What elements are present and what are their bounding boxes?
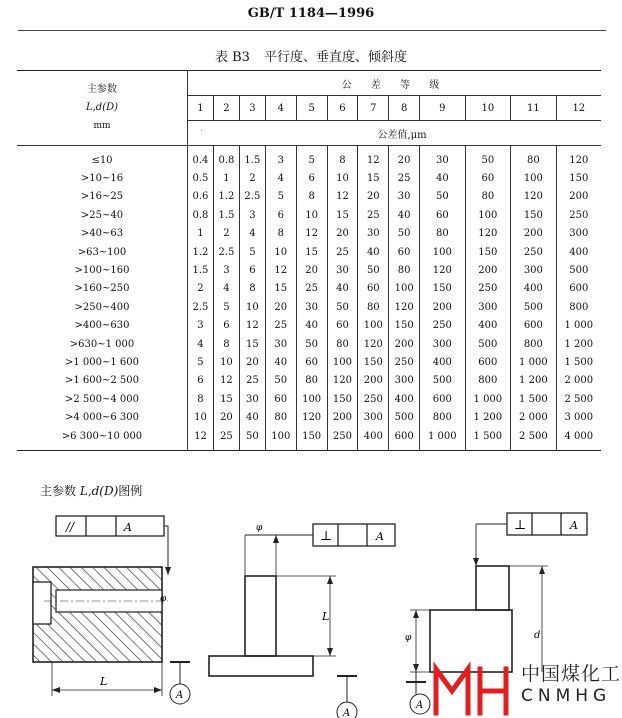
grade-header-cell: 4 bbox=[265, 96, 296, 121]
value-cell: 8 bbox=[296, 188, 327, 206]
value-cell: 1 500 bbox=[465, 427, 511, 451]
value-cell: 12 bbox=[358, 146, 389, 170]
value-cell: 3 000 bbox=[564, 412, 594, 424]
value-cell: 1 000 bbox=[564, 320, 594, 332]
value-cell: 600 bbox=[569, 283, 589, 295]
value-cell: 12 bbox=[296, 225, 327, 243]
range-cell: >630~1 000 bbox=[17, 335, 188, 353]
value-cell: 10 bbox=[188, 408, 214, 426]
value-cell: 8 bbox=[265, 225, 296, 243]
value-cell: 6 bbox=[296, 169, 327, 187]
value-cell: 120 bbox=[420, 261, 466, 279]
value-cell: 2 500 bbox=[511, 427, 557, 451]
value-cell: 10 bbox=[265, 243, 296, 261]
grade-header-cell: 10 bbox=[465, 96, 511, 121]
value-cell: 120 bbox=[511, 188, 557, 206]
value-cell: 25 bbox=[239, 372, 265, 390]
value-cell: 400 bbox=[420, 353, 466, 371]
value-cell: 4 bbox=[188, 335, 214, 353]
value-cell: 1 bbox=[188, 225, 214, 243]
value-cell: 5 bbox=[213, 298, 239, 316]
value-cell: 400 bbox=[465, 317, 511, 335]
value-cell: 4 bbox=[239, 225, 265, 243]
phi-label-2: φ bbox=[256, 523, 263, 533]
cnmhg-logo-icon bbox=[430, 655, 520, 717]
table-row bbox=[17, 372, 601, 390]
parallel-symbol: // bbox=[65, 520, 75, 534]
range-cell: >2 500~4 000 bbox=[17, 390, 188, 408]
value-cell: 600 bbox=[389, 427, 420, 451]
legend-suffix: 图例 bbox=[118, 484, 143, 498]
value-cell: 200 bbox=[327, 408, 358, 426]
value-cell: 8 bbox=[213, 335, 239, 353]
range-cell: ≤10 bbox=[17, 146, 188, 170]
value-cell: 400 bbox=[389, 390, 420, 408]
value-cell: 1.2 bbox=[213, 188, 239, 206]
value-cell: 4 bbox=[265, 169, 296, 187]
param-unit: mm bbox=[93, 121, 111, 131]
value-cell: 8 bbox=[239, 280, 265, 298]
value-cell: 15 bbox=[296, 243, 327, 261]
value-cell: 100 bbox=[358, 317, 389, 335]
value-cell: 200 bbox=[389, 335, 420, 353]
value-cell: 15 bbox=[358, 169, 389, 187]
table-row bbox=[17, 335, 601, 353]
value-cell: 1 000 bbox=[511, 353, 557, 371]
value-cell: 30 bbox=[265, 335, 296, 353]
perp-symbol-2: ⊥ bbox=[513, 518, 527, 533]
value-cell: 0.8 bbox=[213, 146, 239, 170]
value-cell: 150 bbox=[511, 206, 557, 224]
value-cell: 0.6 bbox=[188, 188, 214, 206]
value-cell: 15 bbox=[239, 335, 265, 353]
value-cell: 300 bbox=[569, 228, 589, 240]
value-cell: 150 bbox=[569, 173, 589, 185]
phi-label-3: φ bbox=[405, 633, 412, 643]
length-label-1: L bbox=[100, 675, 108, 688]
value-cell: 100 bbox=[327, 353, 358, 371]
value-cell: 3 bbox=[239, 206, 265, 224]
value-cell: 3 bbox=[213, 261, 239, 279]
value-cell: 200 bbox=[511, 225, 557, 243]
value-cell: 600 bbox=[511, 317, 557, 335]
value-cell: 10 bbox=[296, 206, 327, 224]
unit-row-dot: · bbox=[200, 125, 204, 137]
value-cell: 120 bbox=[389, 298, 420, 316]
base-plate bbox=[209, 656, 313, 676]
value-cell: 300 bbox=[511, 261, 557, 279]
grade-header-cell: 11 bbox=[511, 96, 557, 121]
param-symbol: L,d(D) bbox=[85, 102, 119, 113]
value-cell: 800 bbox=[465, 372, 511, 390]
value-cell: 1 200 bbox=[564, 338, 594, 350]
value-cell: 1 bbox=[213, 169, 239, 187]
range-cell: >25~40 bbox=[17, 206, 188, 224]
value-cell: 40 bbox=[265, 353, 296, 371]
table-row bbox=[17, 243, 601, 261]
value-cell: 8 bbox=[188, 390, 214, 408]
value-cell: 120 bbox=[358, 335, 389, 353]
value-cell: 1 500 bbox=[564, 356, 594, 368]
grade-header-cell: 9 bbox=[420, 96, 466, 121]
value-cell: 250 bbox=[389, 353, 420, 371]
value-cell: 250 bbox=[358, 390, 389, 408]
value-cell: 120 bbox=[569, 154, 589, 166]
value-cell: 30 bbox=[327, 261, 358, 279]
value-cell: 40 bbox=[420, 169, 466, 187]
value-cell: 15 bbox=[265, 280, 296, 298]
value-cell: 60 bbox=[296, 353, 327, 371]
value-cell: 12 bbox=[327, 188, 358, 206]
value-cell: 2 000 bbox=[564, 375, 594, 387]
value-cell: 25 bbox=[389, 169, 420, 187]
value-cell: 80 bbox=[358, 298, 389, 316]
legend-label: 主参数 bbox=[40, 484, 77, 498]
value-cell: 25 bbox=[358, 206, 389, 224]
value-cell: 250 bbox=[465, 280, 511, 298]
value-cell: 1 000 bbox=[465, 390, 511, 408]
value-cell: 600 bbox=[420, 390, 466, 408]
value-cell: 8 bbox=[327, 146, 358, 170]
value-cell: 20 bbox=[389, 146, 420, 170]
value-cell: 2 000 bbox=[511, 408, 557, 426]
value-cell: 20 bbox=[213, 408, 239, 426]
range-cell: >1 000~1 600 bbox=[17, 353, 188, 371]
range-cell: >63~100 bbox=[17, 243, 188, 261]
value-cell: 2 bbox=[188, 280, 214, 298]
value-cell: 1 500 bbox=[511, 390, 557, 408]
value-cell: 5 bbox=[265, 188, 296, 206]
param-header bbox=[17, 71, 188, 146]
value-cell: 50 bbox=[420, 188, 466, 206]
value-cell: 80 bbox=[511, 146, 557, 170]
figure-parallelism bbox=[33, 516, 190, 704]
value-cell: 20 bbox=[296, 261, 327, 279]
grade-header-cell: 8 bbox=[389, 96, 420, 121]
value-cell: 1 200 bbox=[511, 372, 557, 390]
value-cell: 800 bbox=[569, 301, 589, 313]
grade-header-cell: 12 bbox=[556, 96, 601, 121]
value-cell: 100 bbox=[511, 169, 557, 187]
table-row bbox=[17, 261, 601, 279]
value-cell: 500 bbox=[465, 335, 511, 353]
value-cell: 6 bbox=[188, 372, 214, 390]
value-cell: 80 bbox=[389, 261, 420, 279]
value-cell: 20 bbox=[358, 188, 389, 206]
value-cell: 1 000 bbox=[420, 427, 466, 451]
watermark-cn: 中国煤化工 bbox=[521, 663, 622, 685]
value-cell: 80 bbox=[296, 372, 327, 390]
pin bbox=[245, 576, 276, 656]
value-cell: 2 bbox=[239, 169, 265, 187]
grade-header-cell: 6 bbox=[327, 96, 358, 121]
value-cell: 80 bbox=[420, 225, 466, 243]
table-row bbox=[17, 225, 601, 243]
value-cell: 25 bbox=[327, 243, 358, 261]
value-cell: 15 bbox=[213, 390, 239, 408]
value-cell: 25 bbox=[213, 427, 239, 451]
value-cell: 12 bbox=[188, 427, 214, 451]
value-cell: 50 bbox=[465, 146, 511, 170]
table-row bbox=[17, 427, 601, 451]
value-unit-label: 公差值,μm bbox=[377, 129, 427, 141]
value-unit-header bbox=[188, 121, 602, 146]
grade-header-cell: 1 bbox=[188, 96, 214, 121]
watermark-en: CNMHG bbox=[521, 686, 612, 706]
value-cell: 400 bbox=[358, 427, 389, 451]
legend-title bbox=[40, 482, 142, 499]
value-cell: 60 bbox=[358, 280, 389, 298]
value-cell: 120 bbox=[465, 225, 511, 243]
value-cell: 3 bbox=[265, 146, 296, 170]
value-cell: 200 bbox=[358, 372, 389, 390]
value-cell: 150 bbox=[420, 280, 466, 298]
value-cell: 5 bbox=[188, 353, 214, 371]
table-row bbox=[17, 169, 601, 187]
value-cell: 30 bbox=[358, 225, 389, 243]
value-cell: 50 bbox=[358, 261, 389, 279]
table-row bbox=[17, 353, 601, 371]
table-row bbox=[17, 390, 601, 408]
value-cell: 80 bbox=[327, 335, 358, 353]
value-cell: 800 bbox=[420, 408, 466, 426]
value-cell: 250 bbox=[420, 317, 466, 335]
value-cell: 40 bbox=[327, 280, 358, 298]
figure-perpendicularity bbox=[209, 523, 395, 718]
value-cell: 10 bbox=[213, 353, 239, 371]
range-cell: >400~630 bbox=[17, 317, 188, 335]
value-cell: 10 bbox=[327, 169, 358, 187]
range-cell: >40~63 bbox=[17, 225, 188, 243]
caption-title: 平行度、垂直度、倾斜度 bbox=[264, 50, 408, 65]
grade-header-cell: 7 bbox=[358, 96, 389, 121]
value-cell: 1.5 bbox=[188, 261, 214, 279]
value-cell: 50 bbox=[239, 427, 265, 451]
value-cell: 12 bbox=[239, 317, 265, 335]
header-rule bbox=[18, 30, 606, 31]
value-cell: 2.5 bbox=[213, 243, 239, 261]
value-cell: 400 bbox=[569, 246, 589, 258]
legend-symbol: L,d(D) bbox=[79, 484, 119, 498]
param-label: 主参数 bbox=[87, 84, 117, 95]
table-row bbox=[17, 146, 601, 170]
value-cell: 1.5 bbox=[213, 206, 239, 224]
range-cell: >1 600~2 500 bbox=[17, 372, 188, 390]
value-cell: 150 bbox=[389, 317, 420, 335]
value-cell: 25 bbox=[265, 317, 296, 335]
value-cell: 30 bbox=[296, 298, 327, 316]
value-cell: 500 bbox=[569, 265, 589, 277]
value-cell: 50 bbox=[327, 298, 358, 316]
table-row bbox=[17, 408, 601, 426]
value-cell: 120 bbox=[296, 408, 327, 426]
value-cell: 80 bbox=[465, 188, 511, 206]
grade-header-cell: 3 bbox=[239, 96, 265, 121]
range-cell: >4 000~6 300 bbox=[17, 408, 188, 426]
value-cell: 12 bbox=[213, 372, 239, 390]
value-cell: 300 bbox=[389, 372, 420, 390]
value-cell: 5 bbox=[296, 146, 327, 170]
value-cell: 200 bbox=[465, 261, 511, 279]
range-cell: >10~16 bbox=[17, 169, 188, 187]
diameter-label-3: d bbox=[534, 630, 541, 641]
value-cell: 100 bbox=[389, 280, 420, 298]
value-cell: 4 000 bbox=[564, 430, 594, 442]
value-cell: 50 bbox=[389, 225, 420, 243]
table-row bbox=[17, 298, 601, 316]
value-cell: 1 200 bbox=[465, 408, 511, 426]
value-cell: 4 bbox=[213, 280, 239, 298]
range-cell: >250~400 bbox=[17, 298, 188, 316]
datum-letter-3: A bbox=[416, 700, 424, 711]
value-cell: 200 bbox=[569, 191, 589, 203]
tolerance-table bbox=[17, 70, 601, 451]
value-cell: 60 bbox=[265, 390, 296, 408]
phi-label-1: φ bbox=[160, 594, 167, 604]
value-cell: 100 bbox=[296, 390, 327, 408]
value-cell: 40 bbox=[239, 408, 265, 426]
value-cell: 250 bbox=[569, 209, 589, 221]
table-caption bbox=[0, 46, 622, 65]
datum-ref-3: A bbox=[570, 519, 578, 532]
value-cell: 50 bbox=[296, 335, 327, 353]
value-cell: 500 bbox=[420, 372, 466, 390]
range-cell: >16~25 bbox=[17, 188, 188, 206]
value-cell: 150 bbox=[465, 243, 511, 261]
value-cell: 300 bbox=[358, 408, 389, 426]
grade-header-cell: 2 bbox=[213, 96, 239, 121]
value-cell: 40 bbox=[296, 317, 327, 335]
value-cell: 60 bbox=[420, 206, 466, 224]
value-cell: 150 bbox=[296, 427, 327, 451]
value-cell: 6 bbox=[239, 261, 265, 279]
value-cell: 25 bbox=[296, 280, 327, 298]
value-cell: 20 bbox=[239, 353, 265, 371]
value-cell: 60 bbox=[389, 243, 420, 261]
datum-letter-1: A bbox=[176, 690, 184, 701]
value-cell: 0.5 bbox=[188, 169, 214, 187]
value-cell: 12 bbox=[265, 261, 296, 279]
datum-ref-2: A bbox=[376, 530, 384, 543]
value-cell: 6 bbox=[213, 317, 239, 335]
value-cell: 5 bbox=[239, 243, 265, 261]
perp-symbol-1: ⊥ bbox=[319, 529, 333, 544]
value-cell: 600 bbox=[465, 353, 511, 371]
value-cell: 300 bbox=[465, 298, 511, 316]
value-cell: 200 bbox=[420, 298, 466, 316]
table-row bbox=[17, 206, 601, 224]
value-cell: 300 bbox=[420, 335, 466, 353]
value-cell: 20 bbox=[265, 298, 296, 316]
value-cell: 60 bbox=[327, 317, 358, 335]
grade-group-header: 公 差 等 级 bbox=[188, 71, 602, 96]
value-cell: 120 bbox=[327, 372, 358, 390]
value-cell: 10 bbox=[239, 298, 265, 316]
value-cell: 250 bbox=[511, 243, 557, 261]
value-cell: 250 bbox=[327, 427, 358, 451]
value-cell: 100 bbox=[465, 206, 511, 224]
shaft-upper bbox=[476, 566, 509, 610]
value-cell: 500 bbox=[389, 408, 420, 426]
value-cell: 0.4 bbox=[188, 146, 214, 170]
value-cell: 15 bbox=[327, 206, 358, 224]
datum-ref-1: A bbox=[124, 521, 132, 534]
value-cell: 1.5 bbox=[239, 146, 265, 170]
standard-header: GB/T 1184—1996 bbox=[247, 6, 375, 21]
value-cell: 2 bbox=[213, 225, 239, 243]
value-cell: 20 bbox=[327, 225, 358, 243]
value-cell: 0.8 bbox=[188, 206, 214, 224]
value-cell: 40 bbox=[389, 206, 420, 224]
range-cell: >100~160 bbox=[17, 261, 188, 279]
value-cell: 30 bbox=[239, 390, 265, 408]
value-cell: 100 bbox=[420, 243, 466, 261]
datum-letter-2: A bbox=[343, 708, 351, 718]
tolerance-body bbox=[17, 146, 601, 451]
value-cell: 2.5 bbox=[188, 298, 214, 316]
value-cell: 2 500 bbox=[564, 393, 594, 405]
value-cell: 2.5 bbox=[239, 188, 265, 206]
bushing-section bbox=[33, 567, 162, 662]
value-cell: 60 bbox=[465, 169, 511, 187]
value-cell: 3 bbox=[188, 317, 214, 335]
length-label-2: L bbox=[322, 610, 330, 623]
value-cell: 30 bbox=[420, 146, 466, 170]
value-cell: 500 bbox=[511, 298, 557, 316]
value-cell: 40 bbox=[358, 243, 389, 261]
value-cell: 6 bbox=[265, 206, 296, 224]
caption-number: 表 B3 bbox=[214, 50, 250, 65]
range-cell: >160~250 bbox=[17, 280, 188, 298]
value-cell: 80 bbox=[265, 408, 296, 426]
value-cell: 800 bbox=[511, 335, 557, 353]
table-row bbox=[17, 317, 601, 335]
value-cell: 1.2 bbox=[188, 243, 214, 261]
table-row bbox=[17, 188, 601, 206]
value-cell: 30 bbox=[389, 188, 420, 206]
grade-header-cell: 5 bbox=[296, 96, 327, 121]
range-cell: >6 300~10 000 bbox=[17, 427, 188, 451]
table-row bbox=[17, 280, 601, 298]
value-cell: 50 bbox=[265, 372, 296, 390]
value-cell: 100 bbox=[265, 427, 296, 451]
value-cell: 400 bbox=[511, 280, 557, 298]
value-cell: 150 bbox=[327, 390, 358, 408]
value-cell: 150 bbox=[358, 353, 389, 371]
